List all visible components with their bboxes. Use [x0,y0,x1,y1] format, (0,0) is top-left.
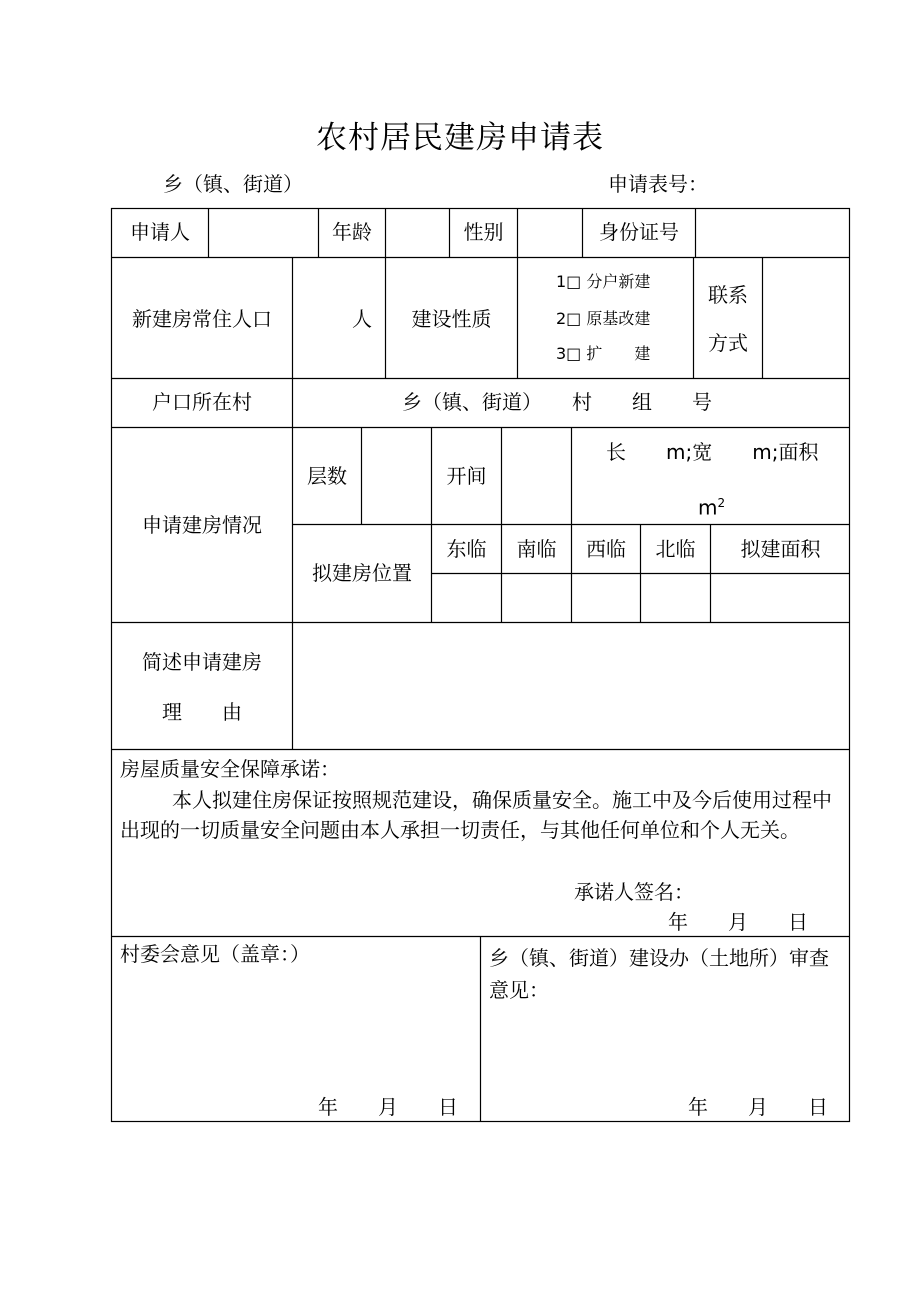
contact-field[interactable] [764,260,848,376]
bays-label: 开间 [446,464,487,488]
location-label: 拟建房位置 [312,561,412,585]
reason-label-line2: 理 由 [162,700,242,724]
north-field[interactable] [642,576,709,621]
floors-field[interactable] [363,430,430,523]
area-unit [698,491,725,520]
hukou-address[interactable]: 乡（镇、街道） 村 组 号 [402,390,712,414]
people-unit: 人 [352,307,372,331]
reason-label-line1: 简述申请建房 [142,650,262,674]
town-opinion-field[interactable] [483,1010,848,1090]
north-label: 北临 [655,537,696,561]
west-label: 西临 [586,537,626,561]
dimensions-line[interactable]: 长 m;宽 m;面积 [606,440,819,464]
town-date: 年 月 日 [688,1095,828,1119]
option-expand[interactable]: 3□ 扩 建 [556,344,651,363]
pledge-signer-label: 承诺人签名： [574,880,694,904]
east-label: 东临 [446,537,487,561]
nature-label: 建设性质 [411,307,492,331]
form-number-label: 申请表号： [608,172,708,196]
pledge-heading: 房屋质量安全保障承诺： [120,757,340,781]
area-unit-sup: 2 [717,496,726,510]
township-label: 乡（镇、街道） [163,172,303,196]
option-rebuild[interactable]: 2□ 原基改建 [556,309,651,328]
floors-label: 层数 [307,464,347,488]
reason-field[interactable] [294,625,848,747]
gender-field[interactable] [519,212,581,256]
id-number-field[interactable] [697,212,848,256]
page-title: 农村居民建房申请表 [316,120,604,156]
age-label: 年龄 [332,220,372,244]
pledge-text: 本人拟建住房保证按照规范建设，确保质量安全。施工中及今后使用过程中出现的一切质量安全问题由本人承担一切责任，与其他任何单位和个人无关。 [120,788,832,842]
age-field[interactable] [387,212,448,256]
bays-field[interactable] [503,430,570,523]
applicant-label: 申请人 [130,220,190,244]
village-date: 年 月 日 [318,1095,458,1119]
west-field[interactable] [573,576,639,621]
gender-label: 性别 [463,220,504,244]
planned-area-field[interactable] [712,576,848,621]
area-unit-m: m [698,495,718,520]
applicant-field[interactable] [210,212,317,256]
pledge-date: 年 月 日 [668,910,808,934]
option-new-household[interactable]: 1□ 分户新建 [556,272,651,291]
south-field[interactable] [503,576,570,621]
planned-area-label: 拟建面积 [740,537,821,561]
contact-label-line1: 联系 [708,283,748,307]
town-opinion-label: 乡（镇、街道）建设办（土地所）审查意见： [489,946,829,1002]
south-label: 南临 [516,537,557,561]
hukou-label: 户口所在村 [152,390,252,414]
population-label: 新建房常住人口 [132,307,272,331]
situation-label: 申请建房情况 [142,513,262,537]
east-field[interactable] [433,576,500,621]
contact-label-line2: 方式 [708,331,748,355]
village-opinion-field[interactable] [113,975,478,1085]
village-opinion-label: 村委会意见（盖章：） [120,942,310,966]
id-number-label: 身份证号 [599,220,679,244]
